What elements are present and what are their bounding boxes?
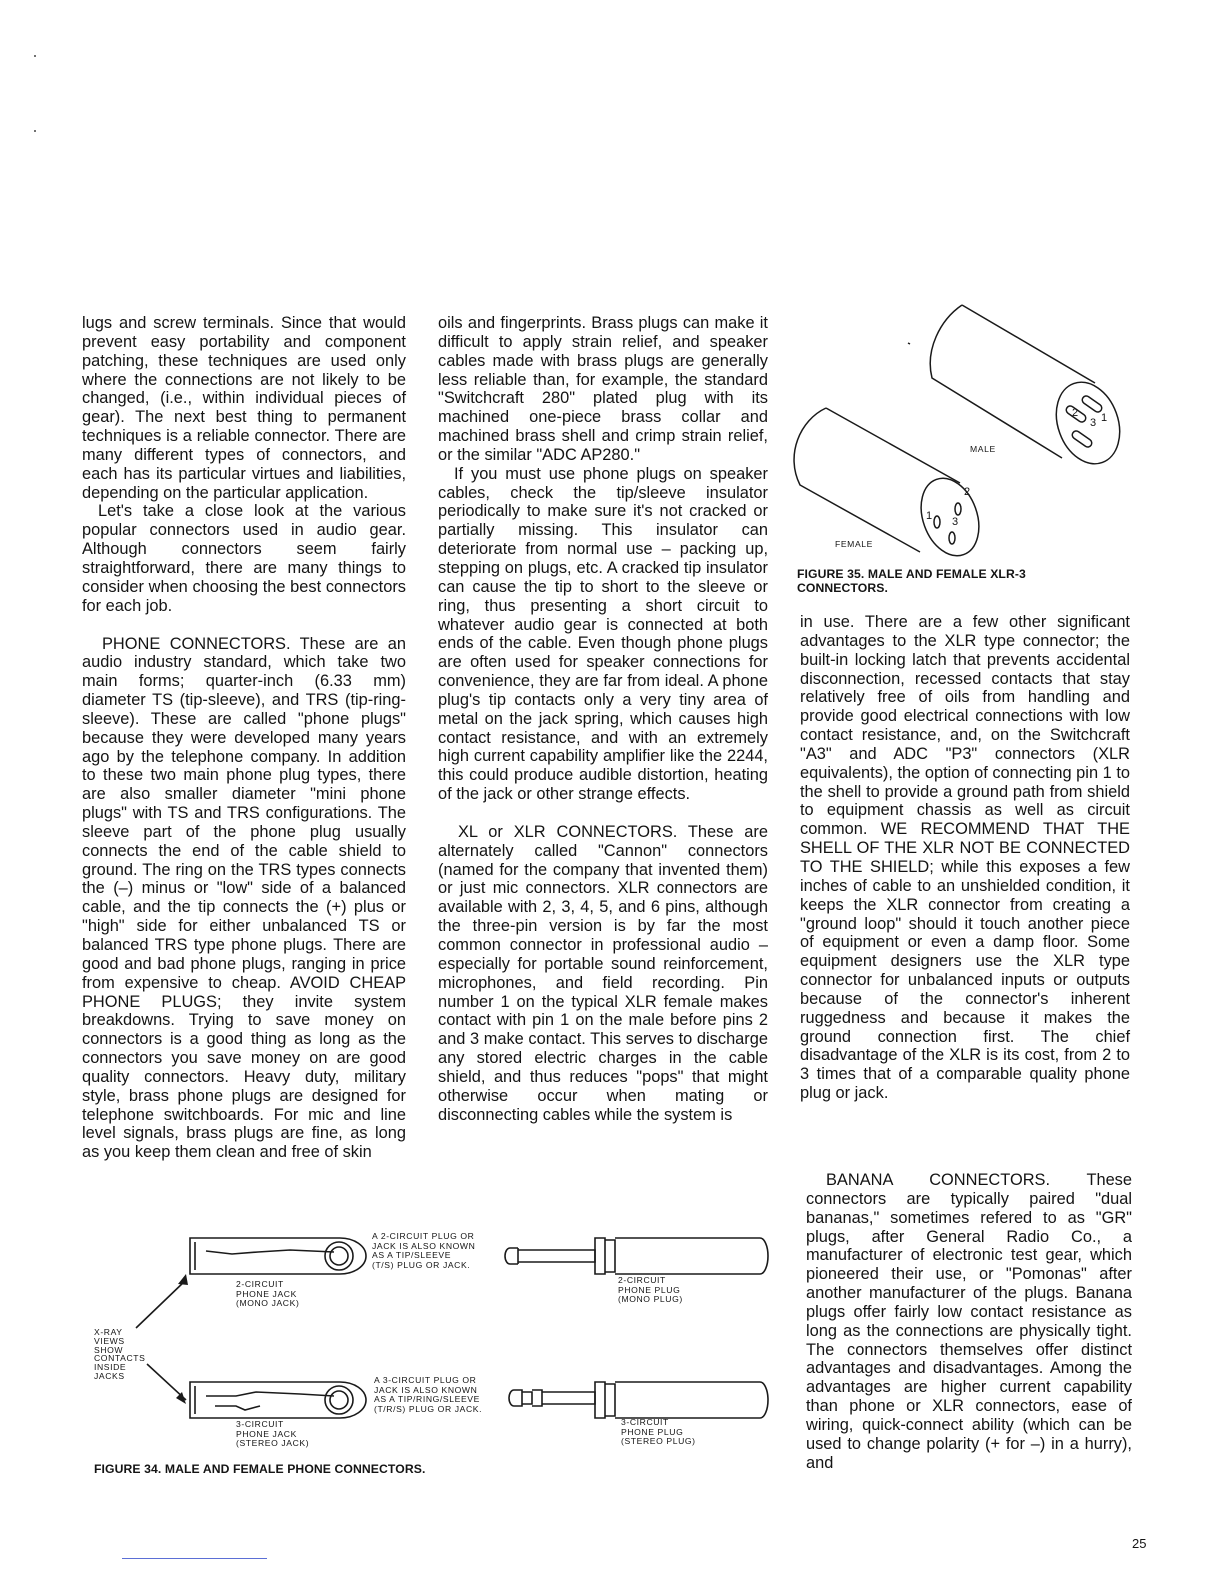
col1-paragraph-1: lugs and screw terminals. Since that would prevent easy portability and component patching, these techniques are used only where the connections are not likely to be changed, (i.e., within individual pieces of gear). The next best thing to permanent techniques is a reliable connector. There are many different types of connectors, and each has its particular virtues and liabilities, depending on the particular application.: [82, 314, 406, 502]
ts-note: A 2-CIRCUIT PLUG OR JACK IS ALSO KNOWN AS A TIP/SLEEVE (T/S) PLUG OR JACK.: [372, 1231, 476, 1270]
scan-mark-middle: [34, 130, 36, 132]
female-pin-1: 1: [926, 510, 933, 522]
column-1: [82, 314, 406, 1162]
mono-jack-label: 2-CIRCUIT PHONE JACK (MONO JACK): [236, 1279, 300, 1309]
footer-rule: [122, 1558, 267, 1559]
stereo-plug-label: 3-CIRCUIT PHONE PLUG (STEREO PLUG): [621, 1417, 696, 1447]
xray-views-label: X-RAY VIEWS SHOW CONTACTS INSIDE JACKS: [94, 1327, 146, 1381]
page-number: 25: [1132, 1536, 1147, 1551]
scan-mark-top: [34, 55, 36, 57]
male-pin-3: 3: [1090, 417, 1097, 429]
male-pin-1: 1: [1101, 412, 1108, 424]
figure-34-caption: FIGURE 34. MALE AND FEMALE PHONE CONNECTORS.: [94, 1462, 426, 1476]
female-label: FEMALE: [835, 539, 873, 549]
col1-paragraph-2: Let's take a close look at the various popular connectors used in audio gear. Although connectors seem fairly straightforward, there are many things to consider when choosing the best connectors for each job.: [82, 502, 406, 615]
trs-note: A 3-CIRCUIT PLUG OR JACK IS ALSO KNOWN AS A TIP/RING/SLEEVE (T/R/S) PLUG OR JACK.: [374, 1375, 483, 1414]
col2-paragraph-1: oils and fingerprints. Brass plugs can make it difficult to apply strain relief, and speaker cables made with brass plugs are generally less reliable than, for example, the standard "Switchcraft 280" plated plug with its machined one-piece brass collar and machined brass shell and crimp strain relief, or the similar "ADC AP280.": [438, 314, 768, 464]
column-3-bottom: [806, 1171, 1132, 1473]
female-pin-3: 3: [952, 516, 959, 528]
col1-paragraph-phone-connectors: PHONE CONNECTORS. These are an audio industry standard, which take two main forms; quarter-inch (6.33 mm) diameter TS (tip-sleeve), and TRS (tip-ring-sleeve). These are called "phone plugs" because they were developed many years ago by the telephone company. In addition to these two main phone plug types, there are also smaller diameter "mini phone plugs" with TS and TRS configurations. The sleeve part of the phone plug usually connects the end of the cable shield to ground. The ring on the TRS types connects the (–) minus or "low" side of a balanced cable, and the tip connects the (+) plus or "high" side for either unbalanced TS or balanced TRS type phone plugs. There are good and bad phone plugs, ranging in price from expensive to cheap. AVOID CHEAP PHONE PLUGS; they invite system breakdowns. Trying to save money on connectors is a good thing as long as the connectors you save money on are good quality connectors. Heavy duty, military style, brass phone plugs are designed for telephone switchboards. For mic and line level signals, brass plugs are fine, as long as you keep them clean and free of skin: [82, 634, 406, 1162]
female-pin-2: 2: [964, 486, 971, 498]
col3-paragraph-banana-connectors: BANANA CONNECTORS. These connectors are typically paired "dual bananas," sometimes refered to as "GR" plugs, after General Radio Co., a manufacturer of electronic test gear, which pioneered their use, or "Pomonas" after another manufacturer of the plugs. Banana plugs offer fairly low contact resistance as long as the connections are physically tight. The connectors themselves offer distinct advantages and disadvantages. Among the advantages are higher current capability than phone or XLR connectors, ease of wiring, quick-connect ability (which can be used to change polarity (+ for –) in a hurry), and: [806, 1171, 1132, 1472]
col3-paragraph-1: in use. There are a few other significant advantages to the XLR type connector; the built-in locking latch that prevents accidental disconnection, recessed contacts that stay relatively free of oils from handling and provide good electrical connections with low contact resistance, and, on the Switchcraft "A3" and ADC "P3" connectors (XLR equivalents), the option of connecting pin 1 to the shell to provide a ground path from shield to equipment chassis as well as circuit common. WE RECOMMEND THAT THE SHELL OF THE XLR NOT BE CONNECTED TO THE SHIELD; while this exposes a few inches of cable to an unshielded condition, it keeps the XLR connector from creating a "ground loop" should it touch another piece of equipment or even a damp floor. Some equipment designers use the XLR type connector for unbalanced inputs or outputs because of the connector's inherent ruggedness and because it makes the ground connection first. The chief disadvantage of the XLR is its cost, from 2 to 3 times that of a comparable quality phone plug or jack.: [800, 613, 1130, 1103]
stereo-jack-label: 3-CIRCUIT PHONE JACK (STEREO JACK): [236, 1419, 310, 1449]
col2-paragraph-xlr-connectors: XL or XLR CONNECTORS. These are alternately called "Cannon" connectors (named for the company that invented them) or just mic connectors. XLR connectors are available with 2, 3, 4, 5, and 6 pins, although the three-pin version is by far the most common connector in professional audio – especially for portable sound reinforcement, microphones, and field recording. Pin number 1 on the typical XLR female makes contact with pin 1 on the male before pins 2 and 3 make contact. This serves to discharge any stored electric charges in the cable shield, and thus reduces "pops" that might otherwise occur when mating or disconnecting cables while the system is: [438, 822, 768, 1124]
mono-plug-label: 2-CIRCUIT PHONE PLUG (MONO PLUG): [618, 1275, 683, 1305]
column-2: [438, 314, 768, 1124]
figure-35-caption: FIGURE 35. MALE AND FEMALE XLR-3 CONNECTORS.: [797, 567, 1026, 595]
column-3-top: [800, 613, 1130, 1103]
male-pin-2: 2: [1072, 407, 1079, 419]
col2-paragraph-2: If you must use phone plugs on speaker cables, check the tip/sleeve insulator periodically to make sure it's not cracked or partially missing. This insulator can deteriorate from normal use – packing up, stepping on plugs, etc. A cracked tip insulator can cause the tip to short to the sleeve or ring, thus presenting a short circuit to whatever audio gear is connected at both ends of the cable. Even though phone plugs are often used for speaker connections for convenience, they are far from ideal. A phone plug's tip contacts only a very tiny area of metal on the jack spring, which causes high contact resistance, and with an extremely high current capability amplifier like the 2244, this could produce audible distortion, heating of the jack or other strange effects.: [438, 464, 768, 804]
male-label: MALE: [970, 444, 996, 454]
